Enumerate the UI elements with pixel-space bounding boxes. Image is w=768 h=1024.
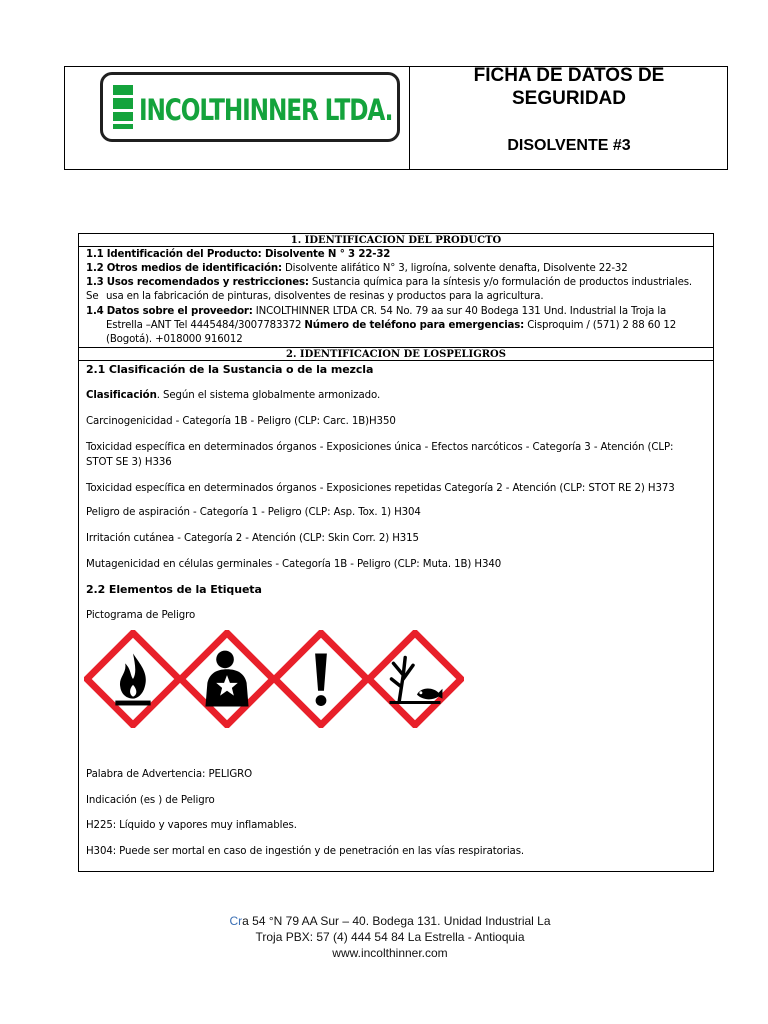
hazard-line: STOT SE 3) H336	[86, 457, 172, 468]
exclamation-icon	[272, 630, 370, 728]
item-1-4	[86, 305, 705, 319]
pictogram-label: Pictograma de Peligro	[86, 610, 196, 621]
item-number: 1.4	[86, 306, 104, 317]
document-body	[78, 233, 714, 872]
item-number: 1.1	[86, 249, 104, 260]
item-label: Usos recomendados y restricciones:	[106, 277, 309, 288]
item-1-3-cont: usa en la fabricación de pinturas, disolventes de resinas y productos para la agricultura.	[106, 291, 544, 302]
item-1-4-cont2: (Bogotá). +018000 916012	[106, 334, 243, 345]
item-number: 1.2	[86, 263, 104, 274]
item-text: Disolvente alifático N° 3, ligroína, solvente denafta, Disolvente 22-32	[281, 263, 628, 274]
item-1-2	[86, 262, 705, 276]
product-subtitle: DISOLVENTE #3	[507, 137, 631, 154]
subheading-2-1: 2.1 Clasificación de la Sustancia o de la mezcla	[86, 363, 374, 376]
emergency-phone: Cisproquim / (571) 2 88 60 12	[524, 320, 677, 331]
company-logo	[100, 72, 400, 142]
section1-heading: 1. IDENTIFICACION DEL PRODUCTO	[79, 234, 713, 247]
subheading-2-2: 2.2 Elementos de la Etiqueta	[86, 583, 262, 596]
footer-line2: Troja PBX: 57 (4) 444 54 84 La Estrella - Antioquia	[255, 930, 525, 944]
footer-text: a 54 °N 79 AA Sur – 40. Bodega 131. Unidad Industrial La	[242, 914, 551, 928]
item-label: Identificación del Producto:	[106, 249, 262, 260]
h304-statement: H304: Puede ser mortal en caso de ingestión y de penetración en las vías respiratorias.	[86, 846, 525, 857]
item-1-4-cont	[86, 319, 705, 333]
item-label: Otros medios de identificación:	[106, 263, 282, 274]
item-1-1	[86, 248, 705, 262]
flame-icon	[84, 630, 182, 728]
environment-icon	[366, 630, 464, 728]
section2-heading: 2. IDENTIFICACION DE LOSPELIGROS	[79, 348, 713, 361]
signal-word: Palabra de Advertencia: PELIGRO	[86, 769, 253, 780]
item-text: Sustancia química para la síntesis y/o formulación de productos industriales. Se	[86, 277, 692, 302]
footer-website: www.incolthinner.com	[332, 946, 448, 960]
drum-icon	[111, 83, 135, 131]
item-number: 1.3	[86, 277, 104, 288]
item-label: Datos sobre el proveedor:	[106, 306, 253, 317]
item-text: INCOLTHINNER LTDA CR. 54 No. 79 aa sur 40 Bodega 131 Und. Industrial la Troja la	[252, 306, 667, 317]
hazard-line: Peligro de aspiración - Categoría 1 - Peligro (CLP: Asp. Tox. 1) H304	[86, 507, 421, 518]
classification-line	[86, 388, 705, 404]
classification-label: Clasificación	[86, 390, 157, 401]
emergency-phone-label: Número de teléfono para emergencias:	[304, 320, 525, 331]
hazard-line: Mutagenicidad en células germinales - Categoría 1B - Peligro (CLP: Muta. 1B) H340	[86, 559, 502, 570]
hazard-line: Irritación cutánea - Categoría 2 - Atención (CLP: Skin Corr. 2) H315	[86, 533, 419, 544]
footer-address	[180, 913, 600, 961]
h225-statement: H225: Líquido y vapores muy inflamables.	[86, 820, 297, 831]
footer-prefix: Cr	[229, 914, 243, 928]
classification-text: . Según el sistema globalmente armonizado.	[156, 390, 381, 401]
hazard-line: Toxicidad específica en determinados órganos - Exposiciones única - Efectos narcóticos - Categoría 3 - Atención (CLP:	[86, 442, 674, 453]
hazard-indication-label: Indicación (es ) de Peligro	[86, 795, 215, 806]
document-title-line2: SEGURIDAD	[511, 88, 626, 109]
ghs-pictograms	[80, 630, 470, 738]
health-hazard-icon	[178, 630, 276, 728]
hazard-line: Toxicidad específica en determinados órganos - Exposiciones repetidas Categoría 2 - Atención (CLP: STOT RE 2) H373	[86, 483, 675, 494]
hazard-line: Carcinogenicidad - Categoría 1B - Peligro (CLP: Carc. 1B)H350	[86, 416, 396, 427]
logo-text: INCOLTHINNER LTDA.	[139, 93, 393, 127]
document-title-line1: FICHA DE DATOS DE	[473, 65, 665, 86]
item-text: Disolvente N ° 3 22-32	[261, 249, 391, 260]
item-text: Estrella –ANT Tel 4445484/3007783372	[106, 320, 305, 331]
footer-line1	[180, 913, 600, 929]
